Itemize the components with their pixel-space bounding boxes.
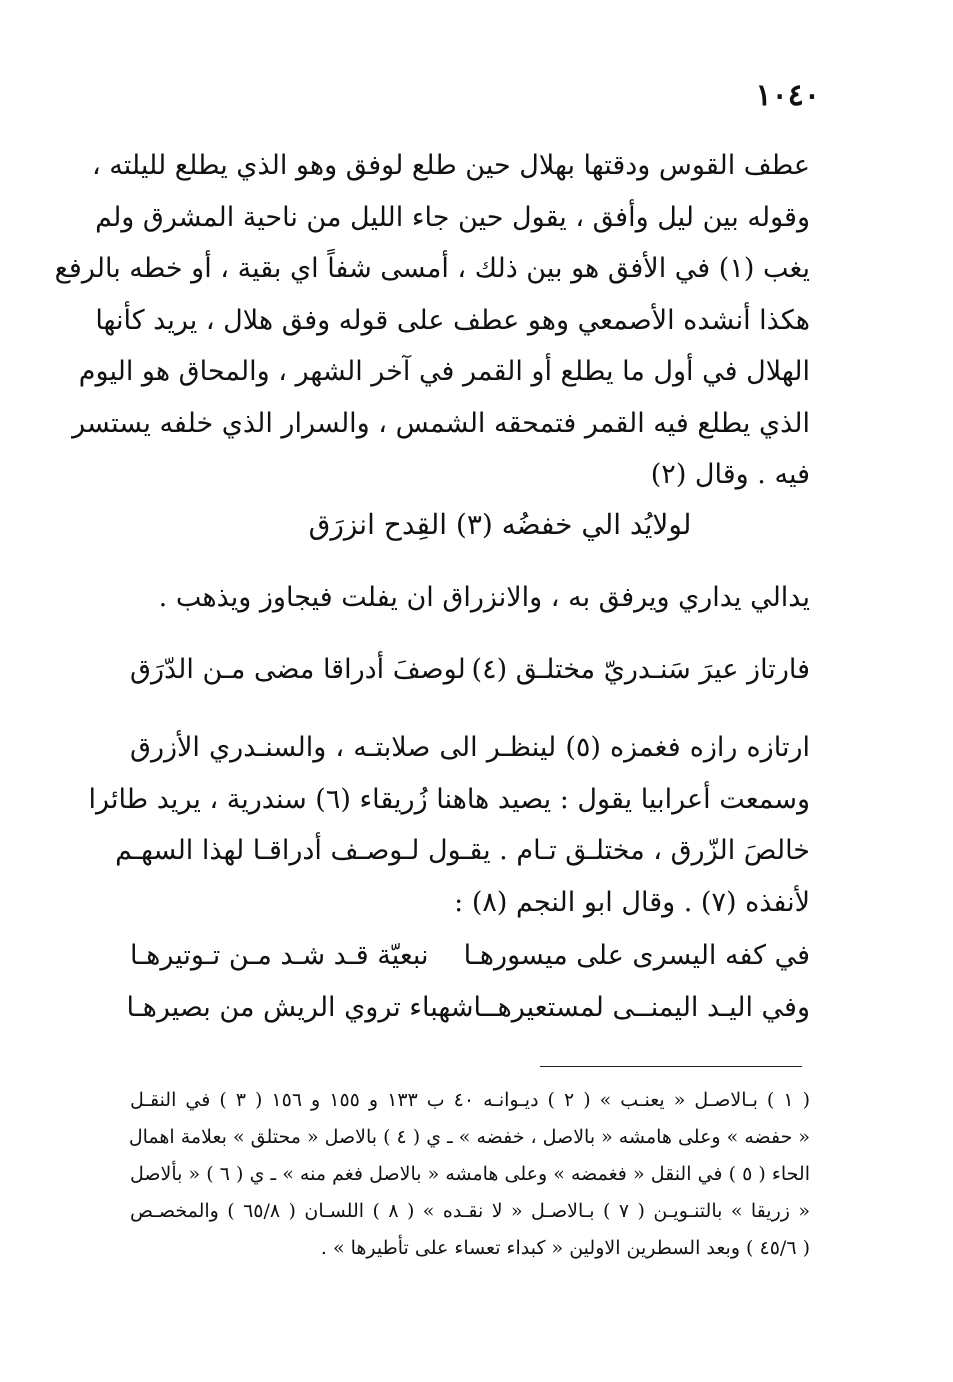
paragraph-line: لأنفذه (٧) . وقال ابو النجم (٨) :	[454, 886, 810, 918]
verse-couplet	[126, 992, 810, 1023]
verse-hemistich-right: وفي اليـد اليمنــى لمستعيرهــا	[473, 992, 810, 1023]
page-number: ١٠٤٠	[755, 78, 820, 113]
paragraph-line: ارتازه رازه فغمزه (٥) لينظـر الى صلابتـه ، والسنـدري الأزرق	[130, 732, 810, 763]
paragraph-line: خالصَ الزّرق ، مختلـق تـام . يقـول لـوصـف أدراقـا لهذا السهـم	[115, 835, 810, 866]
commentary-line: يدالي يداري ويرفق به ، والانزراق ان يفلت فيجاوز ويذهب .	[158, 582, 810, 613]
verse-hemistich-left: لوصفَ أدراقا مضى مـن الدّرَق	[130, 654, 466, 685]
verse-hemistich-left: شهباء تروي الريش من بصيرهـا	[126, 992, 474, 1023]
paragraph-line: وسمعت أعرابيا يقول : يصيد هاهنا زُريقاء (٦) سندرية ، يريد طائرا	[88, 783, 810, 815]
footnote-line: « حفضه » وعلى هامشه « بالاصل ، خفضه » ـ ي ( ٤ ) بالاصل « محتلق » بعلامة اهمال	[128, 1126, 810, 1148]
paragraph-line: الذي يطلع فيه القمر فتمحقه الشمس ، والسرار الذي خلفه يستسر	[72, 407, 810, 439]
footnote-divider	[540, 1066, 802, 1067]
paragraph-commentary-2	[88, 722, 810, 928]
verse-couplet	[130, 654, 810, 685]
verse-couplet	[130, 940, 810, 971]
paragraph-line: هكذا أنشده الأصمعي وهو عطف على قوله وفق هلال ، يريد كأنها	[95, 304, 810, 336]
paragraph-line: فيه . وقال (٢)	[650, 459, 810, 490]
paragraph-line: عطف القوس ودقتها بهلال حين طلع لوفق وهو الذي يطلع لليلته ،	[92, 150, 810, 181]
verse-centered: لولايُد الي خفضُه (٣) القِدح انزرَق	[308, 508, 692, 541]
paragraph-line: وقوله بين ليل وأفق ، يقول حين جاء الليل من ناحية المشرق ولم	[95, 201, 810, 233]
footnote-line: « زريقا » بالتنـويـن ( ٧ ) بـالاصـل « لا نقـده » ( ٨ ) اللسـان ( ٦٥/٨ ) والمخصـص	[130, 1200, 810, 1222]
verse-hemistich-right: في كفه اليسرى على ميسورهـا	[463, 940, 810, 971]
paragraph-line: يغب (١) في الأفق هو بين ذلك ، أمسى شفاً اي بقية ، أو خطه بالرفع	[54, 253, 810, 284]
verse-hemistich-left: نبعيّة قـد شـد مـن تـوتيرهـا	[130, 940, 429, 971]
paragraph-commentary-1	[54, 140, 810, 501]
footnotes	[130, 1082, 810, 1267]
footnote-line: ( ١ ) بـالاصـل « يعنـب » ( ٢ ) ديـوانـه ٤٠ ب ١٣٣ و ١٥٥ و ١٥٦ ( ٣ ) في النقـل	[130, 1089, 811, 1111]
footnote-line: ( ٤٥/٦ ) وبعد السطرين الاولين « كبداء تعساء على تأطيرها » .	[320, 1237, 810, 1259]
paragraph-line: الهلال في أول ما يطلع أو القمر في آخر الشهر ، والمحاق هو اليوم	[78, 356, 810, 387]
footnote-line: الحاء ( ٥ ) في النقل « فغمضه » وعلى هامشه « بالاصل فغم منه » ـ ي ( ٦ ) « بألاصل	[130, 1163, 810, 1185]
verse-hemistich-right: فارتاز عيرَ سَنـدريّ مختلـق (٤)	[471, 654, 810, 685]
